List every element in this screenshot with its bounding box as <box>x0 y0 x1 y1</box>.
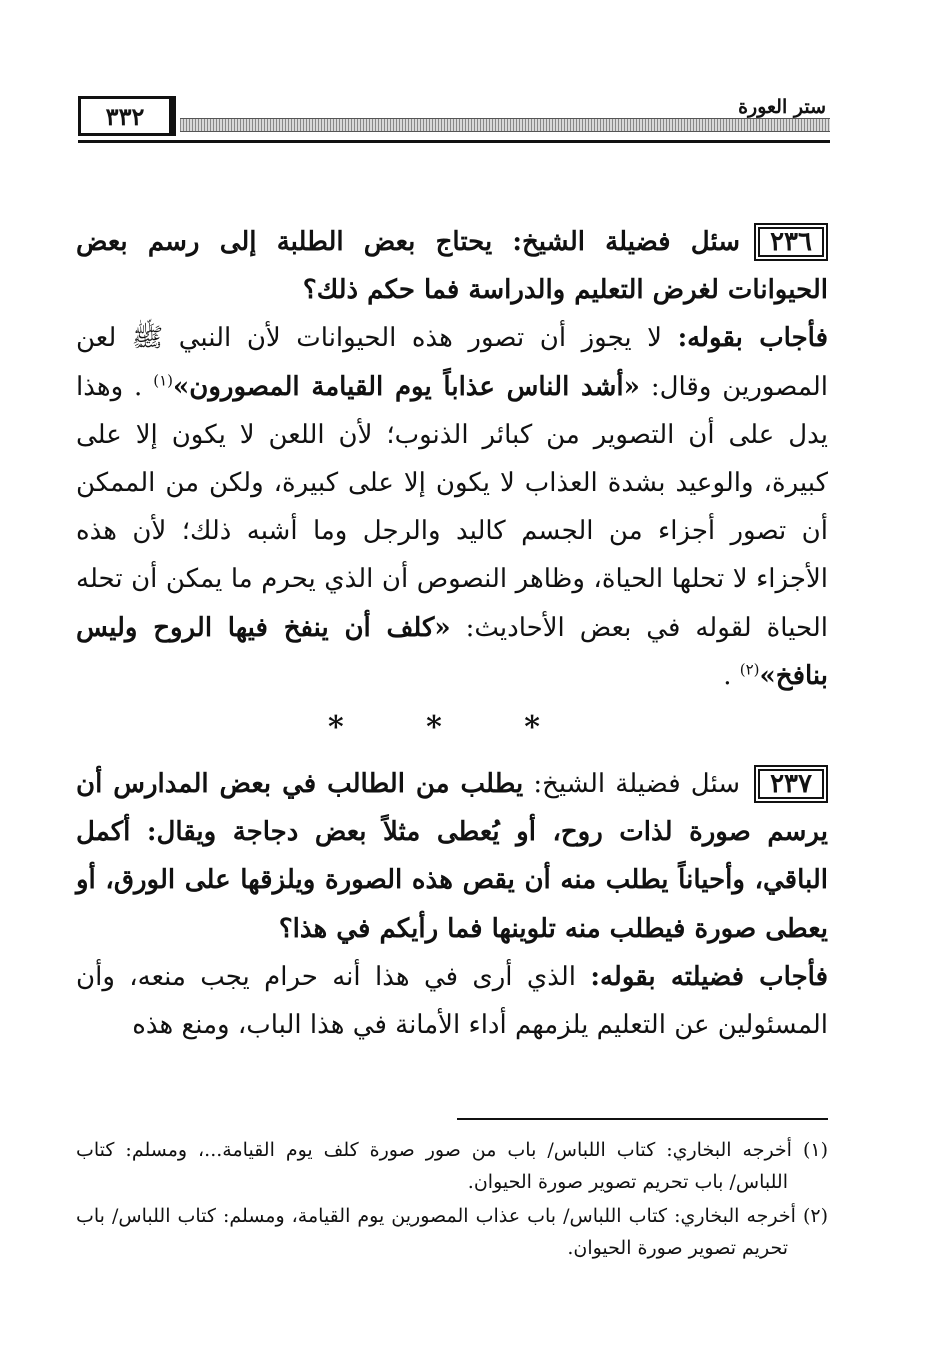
header-hatch-band <box>180 118 830 132</box>
answer-236 <box>76 314 828 700</box>
footnote-mark: (١) <box>802 1139 829 1161</box>
question-number-badge: ٢٣٦ <box>754 223 828 261</box>
footnote-ref: (١) <box>153 370 174 389</box>
footnotes <box>76 1134 828 1266</box>
answer-text: . وهذا يدل على أن التصوير من كبائر الذنوب؛ لأن اللعن لا يكون إلا على كبيرة، والوعيد بشدة العذاب لا يكون إلا على كبيرة، ولكن من الممكن أن تصور أجزاء من الجسم كاليد والرجل وما أشبه ذلك؛ لأن هذه الأجزاء لا تحلها الحياة، وظاهر النصوص أن الذي يحرم ما يمكن أن تحله الحياة لقوله في بعض الأحاديث: <box>76 371 828 643</box>
hadith-quote: «كلف أن ينفخ فيها الروح وليس بنافخ» <box>76 612 828 691</box>
answer-lead: فأجاب فضيلته بقوله: <box>590 961 828 992</box>
page-header <box>78 96 830 146</box>
footnote-text: أخرجه البخاري: كتاب اللباس/ باب عذاب المصورين يوم القيامة، ومسلم: كتاب اللباس/ باب تحريم تصوير صورة الحيوان. <box>76 1205 796 1259</box>
answer-text: الذي أرى في هذا أنه حرام يجب منعه، وأن المسئولين عن التعليم يلزمهم أداء الأمانة في هذا الباب، ومنع هذه <box>76 961 828 1041</box>
hadith-quote: «أشد الناس عذاباً يوم القيامة المصورون» <box>173 371 640 402</box>
footnote-2 <box>76 1200 828 1264</box>
footnote-mark: (٢) <box>802 1205 828 1227</box>
footnote-text: أخرجه البخاري: كتاب اللباس/ باب من صور صورة كلف يوم القيامة...، ومسلم: كتاب اللباس/ باب تحريم تصوير صورة الحيوان. <box>76 1139 792 1193</box>
question-lead: سئل فضيلة الشيخ: <box>533 769 741 800</box>
end-mark: . <box>723 660 732 691</box>
footnote-1 <box>76 1134 828 1198</box>
answer-lead: فأجاب بقوله: <box>677 323 829 354</box>
page-body <box>76 218 828 1049</box>
running-title: ستر العورة <box>726 96 830 118</box>
question-number-badge: ٢٣٧ <box>754 765 828 803</box>
footnote-separator <box>457 1118 828 1120</box>
page-number: ٣٣٢ <box>78 96 176 136</box>
header-rule <box>78 140 830 143</box>
answer-text: لا يجوز أن تصور هذه الحيوانات لأن النبي ﷺ لعن المصورين وقال: <box>76 323 829 402</box>
answer-237 <box>76 953 828 1049</box>
question-237 <box>76 760 828 953</box>
footnote-ref: (٢) <box>739 660 760 679</box>
question-text: يطلب من الطالب في بعض المدارس أن يرسم صورة لذات روح، أو يُعطى مثلاً بعض دجاجة ويقال: أكمل الباقي، وأحياناً يطلب منه أن يقص هذه الصورة ويلزقها على الورق، أو يعطى صورة فيطلب منه تلوينها فما رأيكم في هذا؟ <box>76 769 828 944</box>
question-236 <box>76 218 828 314</box>
section-separator: * * * <box>328 710 576 746</box>
question-text: سئل فضيلة الشيخ: يحتاج بعض الطلبة إلى رسم بعض الحيوانات لغرض التعليم والدراسة فما حكم ذلك؟ <box>76 227 828 306</box>
